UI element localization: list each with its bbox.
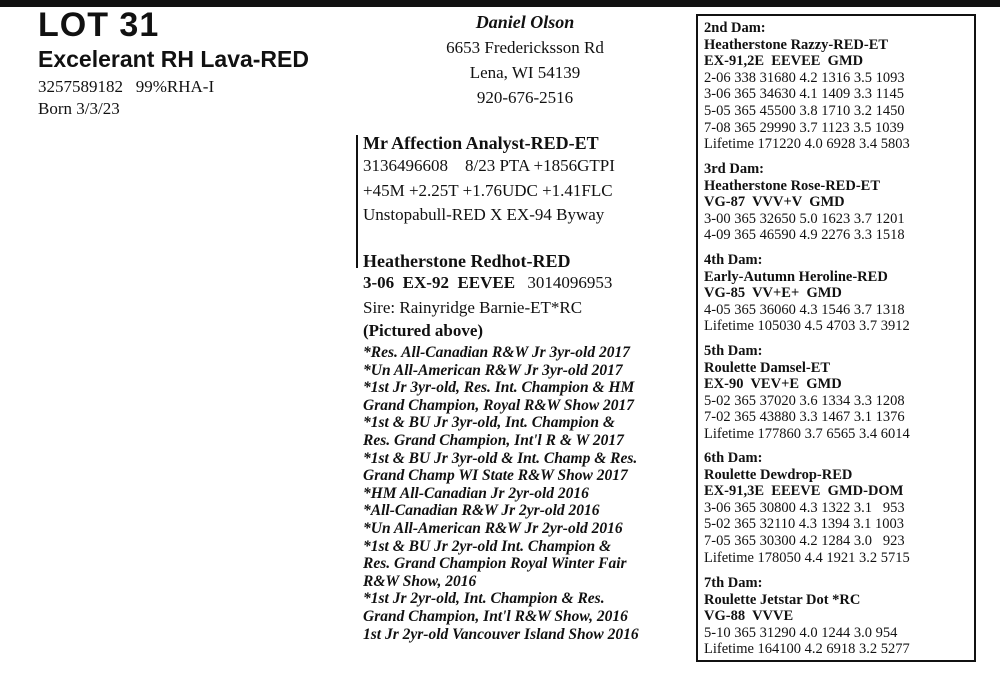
dam-heading: 6th Dam: [704, 450, 763, 466]
honor-line: *All-Canadian R&W Jr 2yr-old 2016 [363, 502, 600, 520]
honor-line: 1st Jr 2yr-old Vancouver Island Show 2016 [363, 625, 639, 643]
dam-class-line [363, 272, 693, 294]
consignor-name: Daniel Olson [475, 12, 575, 32]
dam-class: VG-88 VVVE [704, 608, 794, 625]
pedigree-7th-dam [704, 575, 974, 658]
dam-honors-list [363, 344, 693, 643]
animal-name: Excelerant RH Lava-RED [38, 46, 309, 72]
record-line: Lifetime 171220 4.0 6928 3.4 5803 [704, 136, 910, 153]
pedigree-5th-dam [704, 343, 974, 443]
dam-registration: 3014096953 [527, 273, 613, 292]
record-line: Lifetime 164100 4.2 6918 3.2 5277 [704, 641, 910, 658]
record-line: 2-06 338 31680 4.2 1316 3.5 1093 [704, 69, 905, 86]
dam-heading: 5th Dam: [704, 343, 763, 359]
dam-heading: 3rd Dam: [704, 161, 765, 177]
pedigree-4th-dam [704, 252, 974, 335]
record-line: 7-05 365 30300 4.2 1284 3.0 923 [704, 532, 905, 549]
dam-name: Heatherstone Rose-RED-ET [704, 177, 880, 194]
dam-class: EX-91,3E EEEVE GMD-DOM [704, 483, 904, 500]
record-line: Lifetime 177860 3.7 6565 3.4 6014 [704, 425, 910, 442]
honor-line: *Un All-American R&W Jr 2yr-old 2016 [363, 519, 623, 537]
honor-line: Grand Champ WI State R&W Show 2017 [363, 467, 628, 485]
pedigree-6th-dam [704, 450, 974, 566]
honor-line: Res. Grand Champion, Int'l R & W 2017 [363, 431, 624, 449]
honor-line: Grand Champion, Royal R&W Show 2017 [363, 396, 635, 414]
honor-line: *1st & BU Jr 3yr-old & Int. Champ & Res. [363, 449, 638, 467]
consignor-block [420, 10, 630, 110]
sire-name: Mr Affection Analyst-RED-ET [363, 133, 599, 153]
honor-line: R&W Show, 2016 [363, 572, 477, 590]
consignor-address-1: 6653 Fredericksson Rd [446, 38, 604, 57]
record-line: 5-02 365 32110 4.3 1394 3.1 1003 [704, 516, 905, 533]
consignor-phone: 920-676-2516 [476, 88, 574, 107]
record-line: 3-06 365 30800 4.3 1322 3.1 953 [704, 499, 905, 516]
record-line: 3-06 365 34630 4.1 1409 3.3 1145 [704, 86, 905, 103]
dam-name: Heatherstone Redhot-RED [363, 251, 571, 271]
record-line: 5-10 365 31290 4.0 1244 3.0 954 [704, 624, 898, 641]
record-line: 7-08 365 29990 3.7 1123 3.5 1039 [704, 119, 905, 136]
dam-heading: 2nd Dam: [704, 20, 766, 36]
dam-name: Roulette Jetstar Dot *RC [704, 591, 861, 608]
dam-name: Early-Autumn Heroline-RED [704, 268, 888, 285]
animal-birthdate: Born 3/3/23 [38, 99, 120, 118]
record-line: Lifetime 105030 4.5 4703 3.7 3912 [704, 318, 910, 335]
dam-heading: 4th Dam: [704, 252, 763, 268]
dam-class: VG-85 VV+E+ GMD [704, 285, 842, 302]
honor-line: *Un All-American R&W Jr 3yr-old 2017 [363, 361, 623, 379]
record-line: 5-05 365 45500 3.8 1710 3.2 1450 [704, 102, 905, 119]
pedigree-3rd-dam [704, 161, 974, 244]
dam-name: Roulette Dewdrop-RED [704, 466, 853, 483]
consignor-address-2: Lena, WI 54139 [469, 63, 581, 82]
sire-line-2: +45M +2.25T +1.76UDC +1.41FLC [363, 181, 613, 200]
honor-line: *Res. All-Canadian R&W Jr 3yr-old 2017 [363, 344, 630, 361]
dam-class: EX-91,2E EEVEE GMD [704, 53, 864, 70]
sire-divider [356, 135, 358, 268]
dam-name: Roulette Damsel-ET [704, 359, 831, 376]
honor-line: Grand Champion, Int'l R&W Show, 2016 [363, 607, 628, 625]
honor-line: *HM All-Canadian Jr 2yr-old 2016 [363, 484, 589, 502]
pictured-note: (Pictured above) [363, 321, 484, 340]
dam-class: VG-87 VVV+V GMD [704, 194, 845, 211]
record-line: 4-09 365 46590 4.9 2276 3.3 1518 [704, 227, 905, 244]
record-line: 5-02 365 37020 3.6 1334 3.3 1208 [704, 392, 905, 409]
dam-heading: 7th Dam: [704, 575, 763, 591]
sire-line-3: Unstopabull-RED X EX-94 Byway [363, 205, 605, 224]
lot-number: LOT 31 [38, 6, 160, 44]
record-line: 4-05 365 36060 4.3 1546 3.7 1318 [704, 301, 905, 318]
dam-name: Heatherstone Razzy-RED-ET [704, 36, 889, 53]
dam-sire: Sire: Rainyridge Barnie-ET*RC [363, 298, 583, 317]
record-line: Lifetime 178050 4.4 1921 3.2 5715 [704, 549, 910, 566]
dam-class: EX-90 VEV+E GMD [704, 376, 842, 393]
record-line: 3-00 365 32650 5.0 1623 3.7 1201 [704, 210, 905, 227]
record-line: 7-02 365 43880 3.3 1467 3.1 1376 [704, 409, 905, 426]
animal-registration: 3257589182 99%RHA-I [38, 77, 215, 96]
honor-line: *1st & BU Jr 3yr-old, Int. Champion & [363, 414, 615, 432]
pedigree-2nd-dam [704, 20, 974, 153]
honor-line: *1st & BU Jr 2yr-old Int. Champion & [363, 537, 612, 555]
honor-line: Res. Grand Champion Royal Winter Fair [363, 555, 627, 573]
honor-line: *1st Jr 3yr-old, Res. Int. Champion & HM [363, 379, 635, 397]
sire-line-1: 3136496608 8/23 PTA +1856GTPI [363, 156, 615, 175]
dam-classification: 3-06 EX-92 EEVEE [363, 273, 516, 292]
honor-line: *1st Jr 2yr-old, Int. Champion & Res. [363, 590, 605, 608]
